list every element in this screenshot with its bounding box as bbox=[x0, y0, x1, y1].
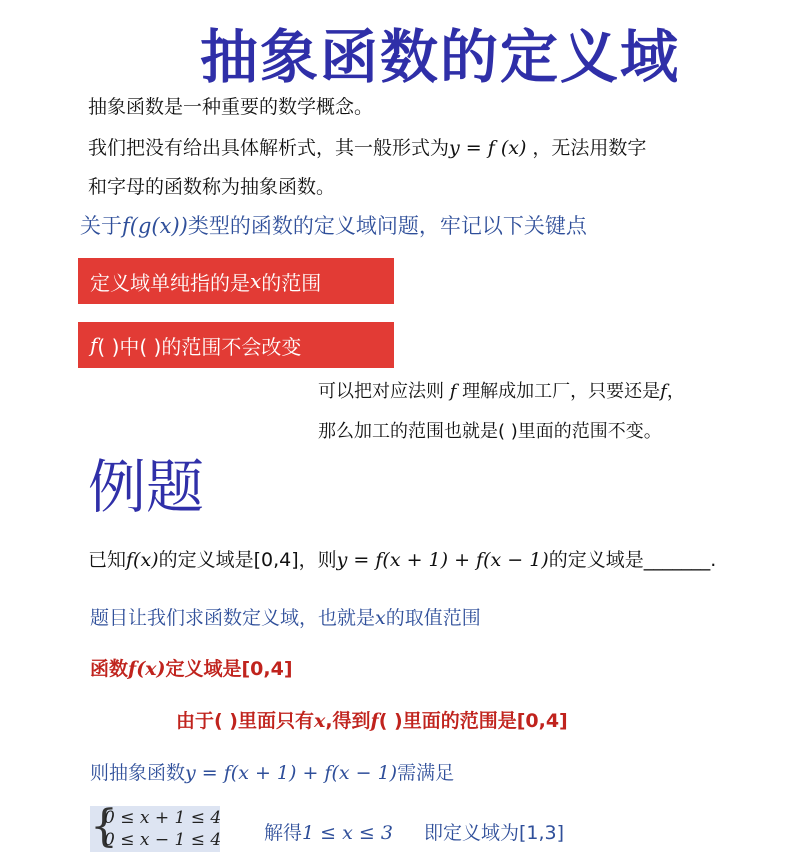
step-text: 题目让我们求函数定义域，也就是 bbox=[90, 607, 376, 629]
step-text: 则抽象函数 bbox=[90, 762, 186, 784]
problem-text: 已知 bbox=[88, 549, 127, 571]
note-text: 理解成加工厂，只要还是 bbox=[456, 381, 661, 402]
key-point-text: 的范围 bbox=[261, 270, 322, 295]
heading-formula: f(g(x)) bbox=[122, 214, 188, 238]
heading-text: 关于 bbox=[80, 214, 122, 238]
intro-text: 我们把没有给出具体解析式，其一般形式为 bbox=[88, 137, 450, 159]
solve-text: 解得 bbox=[264, 822, 303, 844]
example-heading: 例题 bbox=[88, 453, 205, 521]
intro-formula: y = f (x) bbox=[449, 137, 527, 159]
step-formula: y = f(x + 1) + f(x − 1) bbox=[185, 762, 398, 784]
step-formula: x bbox=[313, 710, 326, 732]
problem-formula: y = f(x + 1) + f(x − 1) bbox=[336, 549, 549, 571]
step-text: 函数 bbox=[90, 658, 129, 680]
solve-formula: 1 ≤ x ≤ 3 bbox=[302, 822, 393, 844]
key-point-text: 定义域单纯指的是 bbox=[90, 270, 250, 295]
solution-step-3 bbox=[176, 706, 568, 733]
solve-result bbox=[264, 818, 393, 845]
key-points-heading bbox=[80, 210, 587, 240]
key-point-text: ( )中( )的范围不会改变 bbox=[97, 334, 302, 359]
solution-step-4 bbox=[90, 758, 454, 785]
intro-line-2 bbox=[88, 133, 646, 160]
note-line-1 bbox=[318, 377, 685, 403]
final-answer: 即定义域为[1,3] bbox=[424, 822, 565, 844]
problem-text: 的定义域是[0,4]，则 bbox=[158, 549, 337, 571]
solution-step-1 bbox=[90, 603, 481, 630]
brace-icon: { bbox=[90, 801, 118, 852]
note-text: 那么加工的范围也就是( )里面的范围不变。 bbox=[318, 421, 662, 442]
step-text: ( )里面的范围是[0,4] bbox=[378, 710, 568, 732]
inequality-system bbox=[90, 801, 222, 852]
intro-line-3 bbox=[88, 172, 335, 199]
step-text: 需满足 bbox=[397, 762, 455, 784]
note-text: ， bbox=[666, 381, 685, 402]
step-text: 由于( )里面只有 bbox=[176, 710, 314, 732]
problem-text: 的定义域是_______. bbox=[548, 549, 717, 571]
step-text: 的取值范围 bbox=[385, 607, 481, 629]
page-title: 抽象函数的定义域 bbox=[200, 23, 681, 91]
step-text: 定义域是[0,4] bbox=[165, 658, 293, 680]
step-formula: f bbox=[370, 710, 379, 732]
step-formula: f(x) bbox=[128, 658, 166, 680]
solution-step-2 bbox=[90, 654, 293, 681]
intro-text: ，无法用数字 bbox=[526, 137, 647, 159]
note-text: 可以把对应法则 bbox=[318, 381, 450, 402]
intro-text: 和字母的函数称为抽象函数。 bbox=[88, 176, 336, 198]
step-formula: x bbox=[375, 607, 386, 629]
problem-formula: f(x) bbox=[126, 549, 159, 571]
inequality-row-1: 0 ≤ x + 1 ≤ 4 bbox=[104, 808, 222, 828]
inequality-row-2: 0 ≤ x − 1 ≤ 4 bbox=[104, 830, 222, 850]
heading-text: 类型的函数的定义域问题，牢记以下关键点 bbox=[187, 214, 587, 238]
intro-line-1 bbox=[88, 92, 373, 119]
key-point-formula: x bbox=[250, 269, 262, 293]
key-point-box-1 bbox=[78, 258, 394, 304]
key-point-box-2 bbox=[78, 322, 394, 368]
step-text: ,得到 bbox=[325, 710, 371, 732]
key-point-formula: f bbox=[90, 333, 98, 357]
note-line-2 bbox=[318, 417, 662, 443]
problem-statement bbox=[88, 545, 716, 572]
intro-text: 抽象函数是一种重要的数学概念。 bbox=[88, 96, 374, 118]
note-formula: f bbox=[660, 381, 667, 402]
note-formula: f bbox=[449, 381, 457, 402]
